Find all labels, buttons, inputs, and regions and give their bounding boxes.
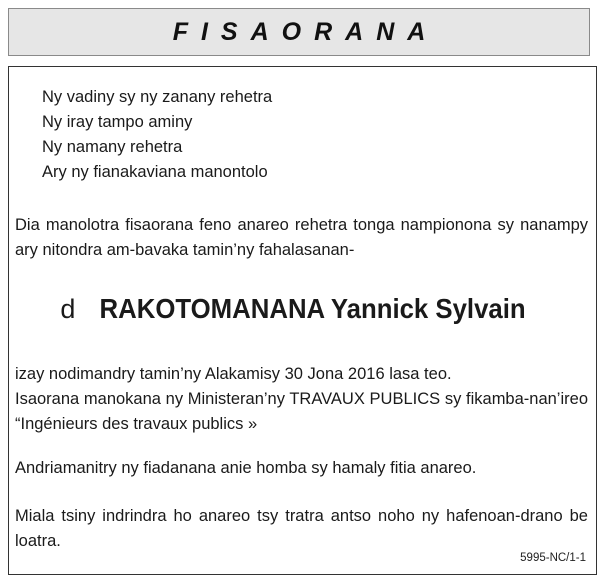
notice-title: FISAORANA (172, 17, 439, 46)
family-line-whole-family: Ary ny fianakaviana manontolo (42, 163, 268, 181)
deceased-name: RAKOTOMANANA Yannick Sylvain (99, 293, 527, 324)
family-list (42, 85, 272, 185)
header-banner (8, 8, 590, 56)
death-date-line: izay nodimandry tamin’ny Alakamisy 30 Jona 2016 lasa teo. (15, 365, 452, 383)
family-line-spouse-children: Ny vadiny sy ny zanany rehetra (42, 88, 273, 106)
blessing-line: Andriamanitry ny fiadanana anie homba sy hamaly fitia anareo. (15, 459, 477, 477)
ministry-thanks-paragraph: Isaorana manokana ny Ministeran’ny TRAVAUX PUBLICS sy fikamba-nan’ireo “Ingénieurs des travaux publics » (15, 390, 588, 433)
family-line-siblings: Ny iray tampo aminy (42, 113, 193, 131)
notice-body (8, 66, 597, 575)
deceased-prefix: d (60, 294, 76, 324)
deceased-heading (9, 292, 596, 326)
apology-paragraph: Miala tsiny indrindra ho anareo tsy tratra antso noho ny hafenoan-drano be loatra. (15, 507, 588, 550)
reference-code: 5995-NC/1-1 (520, 552, 586, 564)
family-line-friends: Ny namany rehetra (42, 138, 183, 156)
thanks-paragraph: Dia manolotra fisaorana feno anareo rehetra tonga nampionona sy nanampy ary nitondra am-bavaka tamin’ny fahalasanan- (15, 216, 588, 259)
